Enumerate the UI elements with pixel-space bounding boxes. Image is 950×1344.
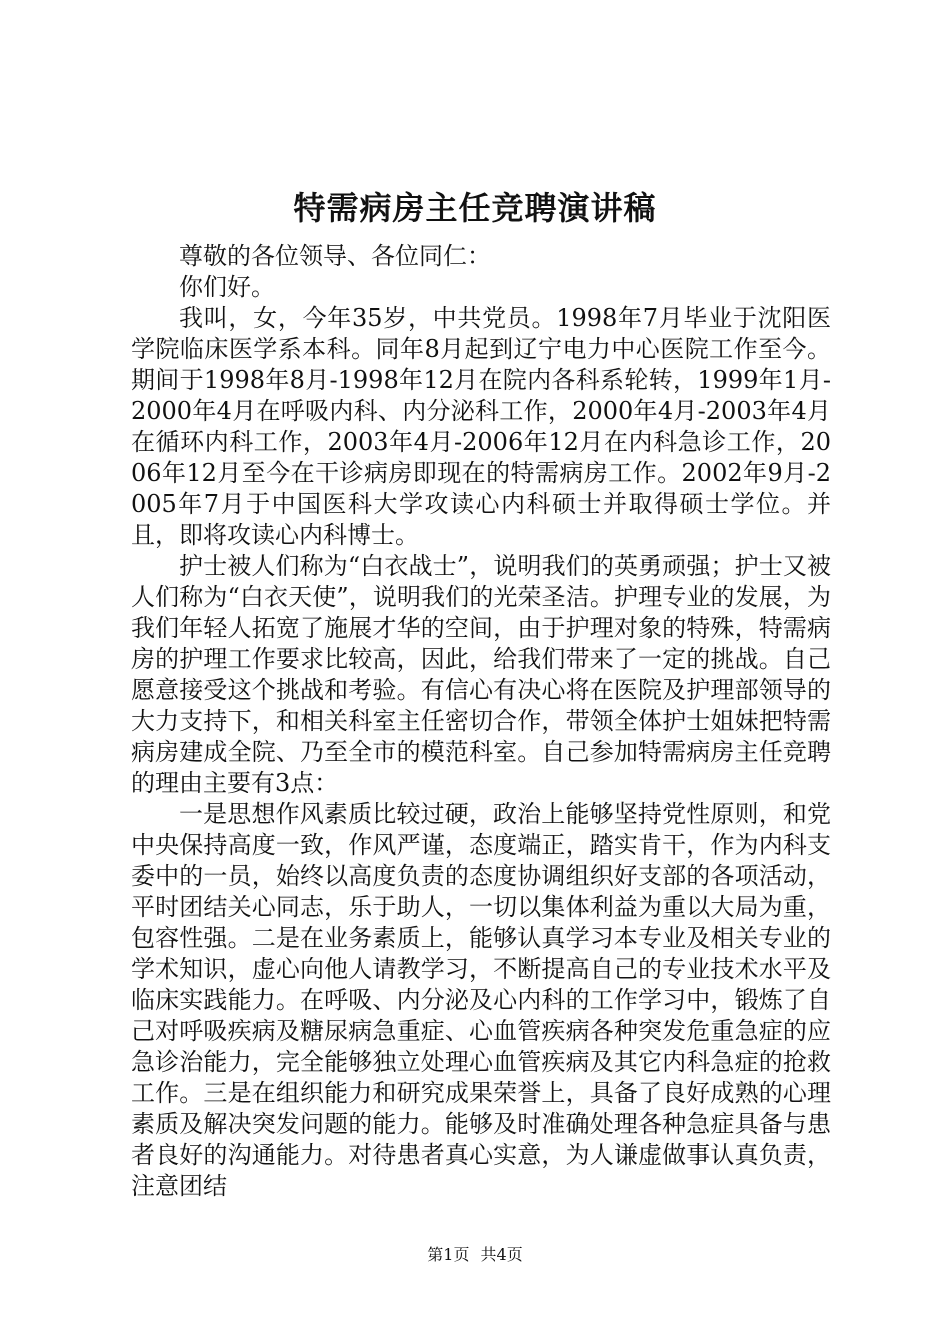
document-body [131,241,831,1202]
paragraph-introduction: 我叫，女，今年35岁，中共党员。1998年7月毕业于沈阳医学院临床医学系本科。同年8月起到辽宁电力中心医院工作至今。期间于1998年8月-1998年12月在院内各科系轮转，1999年1月-2000年4月在呼吸内科、内分泌科工作，2000年4月-2003年4月在循环内科工作，2003年4月-2006年12月在内科急诊工作，2006年12月至今在干诊病房即现在的特需病房工作。2002年9月-2005年7月于中国医科大学攻读心内科硕士并取得硕士学位。并且，即将攻读心内科博士。 [131,304,831,549]
page-total: 共4页 [480,1245,523,1264]
page-footer [0,1244,950,1266]
paragraph-reasons: 一是思想作风素质比较过硬，政治上能够坚持党性原则，和党中央保持高度一致，作风严谨，态度端正，踏实肯干，作为内科支委中的一员，始终以高度负责的态度协调组织好支部的各项活动，平时团结关心同志，乐于助人，一切以集体利益为重以大局为重，包容性强。二是在业务素质上，能够认真学习本专业及相关专业的学术知识，虚心向他人请教学习，不断提高自己的专业技术水平及临床实践能力。在呼吸、内分泌及心内科的工作学习中，锻炼了自己对呼吸疾病及糖尿病急重症、心血管疾病各种突发危重急症的应急诊治能力，完全能够独立处理心血管疾病及其它内科急症的抢救工作。三是在组织能力和研究成果荣誉上，具备了良好成熟的心理素质及解决突发问题的能力。能够及时准确处理各种急症具备与患者良好的沟通能力。对待患者真心实意，为人谦虚做事认真负责，注意团结 [131,800,831,1200]
document-title: 特需病房主任竞聘演讲稿 [293,189,657,227]
paragraph-greeting: 你们好。 [179,273,275,301]
paragraph-salutation: 尊敬的各位领导、各位同仁： [179,242,491,270]
paragraph-motivation: 护士被人们称为“白衣战士”，说明我们的英勇顽强；护士又被人们称为“白衣天使”，说明我们的光荣圣洁。护理专业的发展，为我们年轻人拓宽了施展才华的空间，由于护理对象的特殊，特需病房的护理工作要求比较高，因此，给我们带来了一定的挑战。自己愿意接受这个挑战和考验。有信心有决心将在医院及护理部领导的大力支持下，和相关科室主任密切合作，带领全体护士姐妹把特需病房建成全院、乃至全市的模范科室。自己参加特需病房主任竞聘的理由主要有3点： [131,552,831,797]
page-number: 第1页 [427,1245,470,1264]
